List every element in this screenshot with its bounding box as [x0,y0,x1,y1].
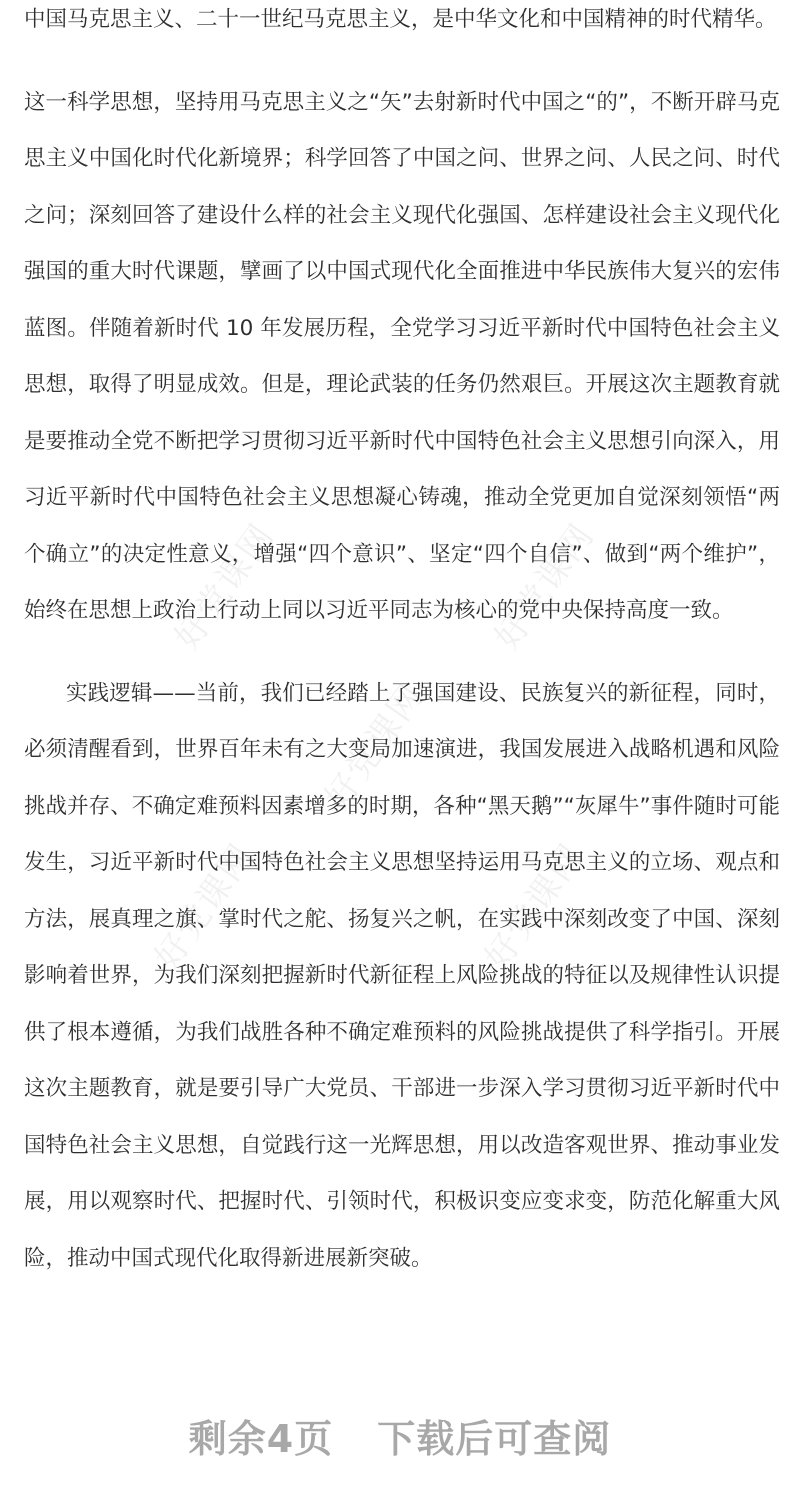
paragraph-2: 这一科学思想，坚持用马克思主义之“矢”去射新时代中国之“的”，不断开辟马克思主义中国化时代化新境界；科学回答了中国之问、世界之问、人民之问、时代之问；深刻回答了建设什么样的社会主义现代化强国、怎样建设社会主义现代化强国的重大时代课题，擘画了以中国式现代化全面推进中华民族伟大复兴的宏伟蓝图。伴随着新时代 10 年发展历程，全党学习习近平新时代中国特色社会主义思想，取得了明显成效。但是，理论武装的任务仍然艰巨。开展这次主题教育就是要推动全党不断把学习贯彻习近平新时代中国特色社会主义思想引向深入，用习近平新时代中国特色社会主义思想凝心铸魂，推动全党更加自觉深刻领悟“两个确立”的决定性意义，增强“四个意识”、坚定“四个自信”、做到“两个维护”，始终在思想上政治上行动上同以习近平同志为核心的党中央保持高度一致。 [24,89,780,623]
watermark-5: 好党课网 [477,836,593,977]
watermark-1: 好党课网 [167,516,283,657]
document-body [24,0,780,1287]
watermark-3: 好党课网 [317,676,433,817]
download-to-view-label[interactable]: 下载后可查阅 [377,1417,612,1461]
watermark-2: 好党课网 [487,516,603,657]
paragraph-gap [24,49,780,75]
watermark-4: 好党课网 [147,836,263,977]
paragraph-gap [24,640,780,666]
remaining-pages-label: 剩余4页 [188,1417,334,1461]
paragraph-3: 实践逻辑——当前，我们已经踏上了强国建设、民族复兴的新征程，同时，必须清醒看到，世界百年未有之大变局加速演进，我国发展进入战略机遇和风险挑战并存、不确定难预料因素增多的时期，各种“黑天鹅”“灰犀牛”事件随时可能发生，习近平新时代中国特色社会主义思想坚持运用马克思主义的立场、观点和方法，展真理之旗、掌时代之舵、扬复兴之帆，在实践中深刻改变了中国、深刻影响着世界，为我们深刻把握新时代新征程上风险挑战的特征以及规律性认识提供了根本遵循，为我们战胜各种不确定难预料的风险挑战提供了科学指引。开展这次主题教育，就是要引导广大党员、干部进一步深入学习贯彻习近平新时代中国特色社会主义思想，自觉践行这一光辉思想，用以改造客观世界、推动事业发展，用以观察时代、把握时代、引领时代，积极识变应变求变，防范化解重大风险，推动中国式现代化取得新进展新突破。 [24,680,780,1271]
download-prompt-banner[interactable] [0,1408,800,1463]
paragraph-1: 中国马克思主义、二十一世纪马克思主义，是中华文化和中国精神的时代精华。 [24,7,777,32]
